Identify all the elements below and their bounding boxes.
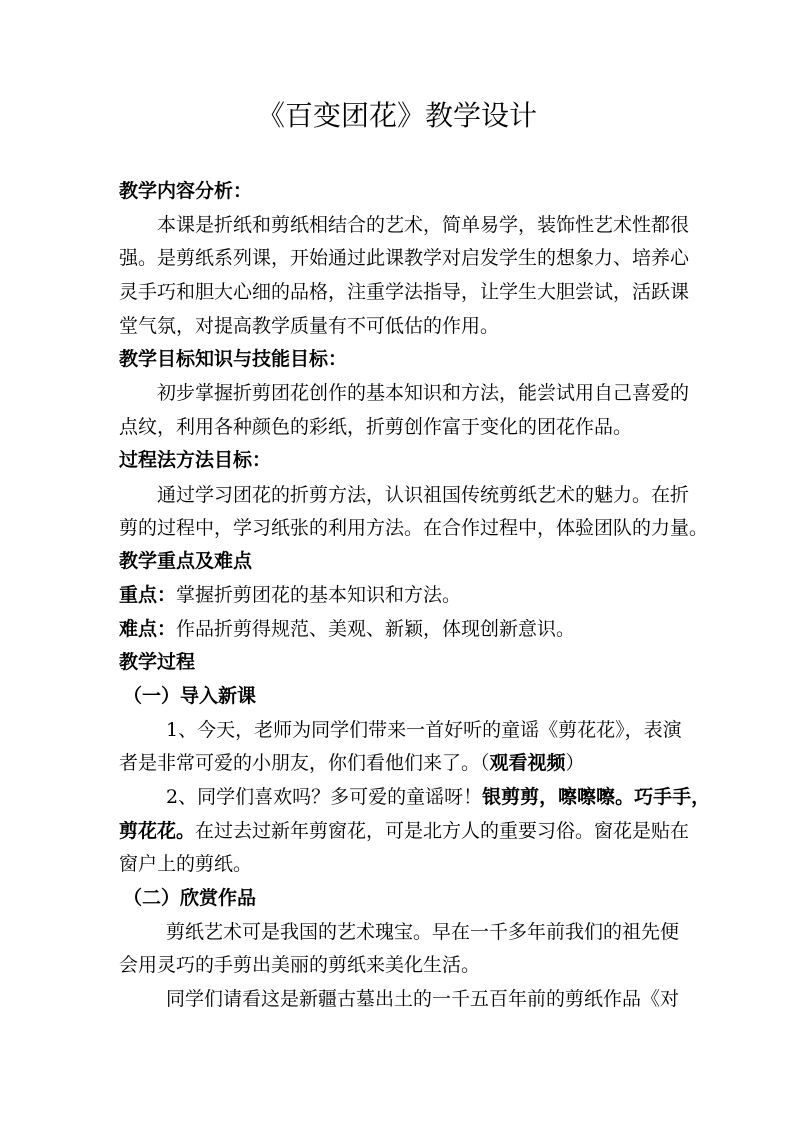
paragraph-line: 剪纸艺术可是我国的艺术瑰宝。早在一千多年前我们的祖先便 (166, 921, 680, 943)
paragraph-text: ） (565, 752, 585, 774)
paragraph-line (119, 750, 585, 776)
key-point-text: 掌握折剪团花的基本知识和方法。 (176, 584, 462, 606)
paragraph-line: 通过学习团花的折剪方法，认识祖国传统剪纸艺术的魅力。在折 (157, 484, 690, 506)
difficulty-text: 作品折剪得规范、美观、新颖，体现创新意识。 (176, 618, 576, 640)
video-note: 观看视频 (489, 752, 566, 774)
subsection-heading-intro: （一）导入新课 (123, 685, 257, 707)
paragraph-line: 剪的过程中，学习纸张的利用方法。在合作过程中，体验团队的力量。 (119, 517, 709, 539)
paragraph-text: 在过去过新年剪窗花，可是北方人的重要习俗。窗花是贴在 (195, 820, 690, 842)
paragraph-line: 1、今天，老师为同学们带来一首好听的童谣《剪花花》，表演 (166, 719, 682, 741)
paragraph-line (166, 784, 710, 810)
paragraph-line: 同学们请看这是新疆古墓出土的一千五百年前的剪纸作品《对 (166, 988, 680, 1010)
difficulty-line (119, 616, 575, 642)
section-heading-process: 教学过程 (119, 651, 196, 673)
rhyme-text: 剪花花。 (119, 820, 196, 842)
difficulty-label: 难点： (119, 618, 177, 640)
paragraph-line: 初步掌握折剪团花创作的基本知识和方法，能尝试用自己喜爱的 (157, 382, 690, 404)
paragraph-line: 堂气氛，对提高教学质量有不可低估的作用。 (119, 315, 500, 337)
section-heading-key-points: 教学重点及难点 (119, 550, 253, 572)
paragraph-line: 窗户上的剪纸。 (119, 853, 253, 875)
paragraph-text: 者是非常可爱的小朋友，你们看他们来了。（ (119, 752, 490, 774)
rhyme-text: 银剪剪，嚓嚓嚓。巧手手， (482, 786, 711, 808)
paragraph-line: 本课是折纸和剪纸相结合的艺术，简单易学，装饰性艺术性都很 (157, 214, 690, 236)
section-heading-content-analysis: 教学内容分析： (119, 180, 253, 202)
paragraph-line: 灵手巧和胆大心细的品格，注重学法指导，让学生大胆尝试，活跃课 (119, 281, 690, 303)
subsection-heading-appreciate: （二）欣赏作品 (123, 887, 257, 909)
paragraph-line (119, 818, 689, 844)
paragraph-line: 强。是剪纸系列课，开始通过此课教学对启发学生的想象力、培养心 (119, 247, 690, 269)
paragraph-line: 会用灵巧的手剪出美丽的剪纸来美化生活。 (119, 954, 481, 976)
key-point-label: 重点： (119, 584, 177, 606)
key-point-line (119, 582, 461, 608)
paragraph-line: 点纹，利用各种颜色的彩纸，折剪创作富于变化的团花作品。 (119, 416, 633, 438)
paragraph-text: 2、同学们喜欢吗？多可爱的童谣呀！ (166, 786, 483, 808)
section-heading-process-goal: 过程法方法目标： (119, 449, 272, 471)
document-title: 《百变团花》教学设计 (256, 99, 537, 132)
section-heading-knowledge-goal: 教学目标知识与技能目标： (119, 348, 348, 370)
